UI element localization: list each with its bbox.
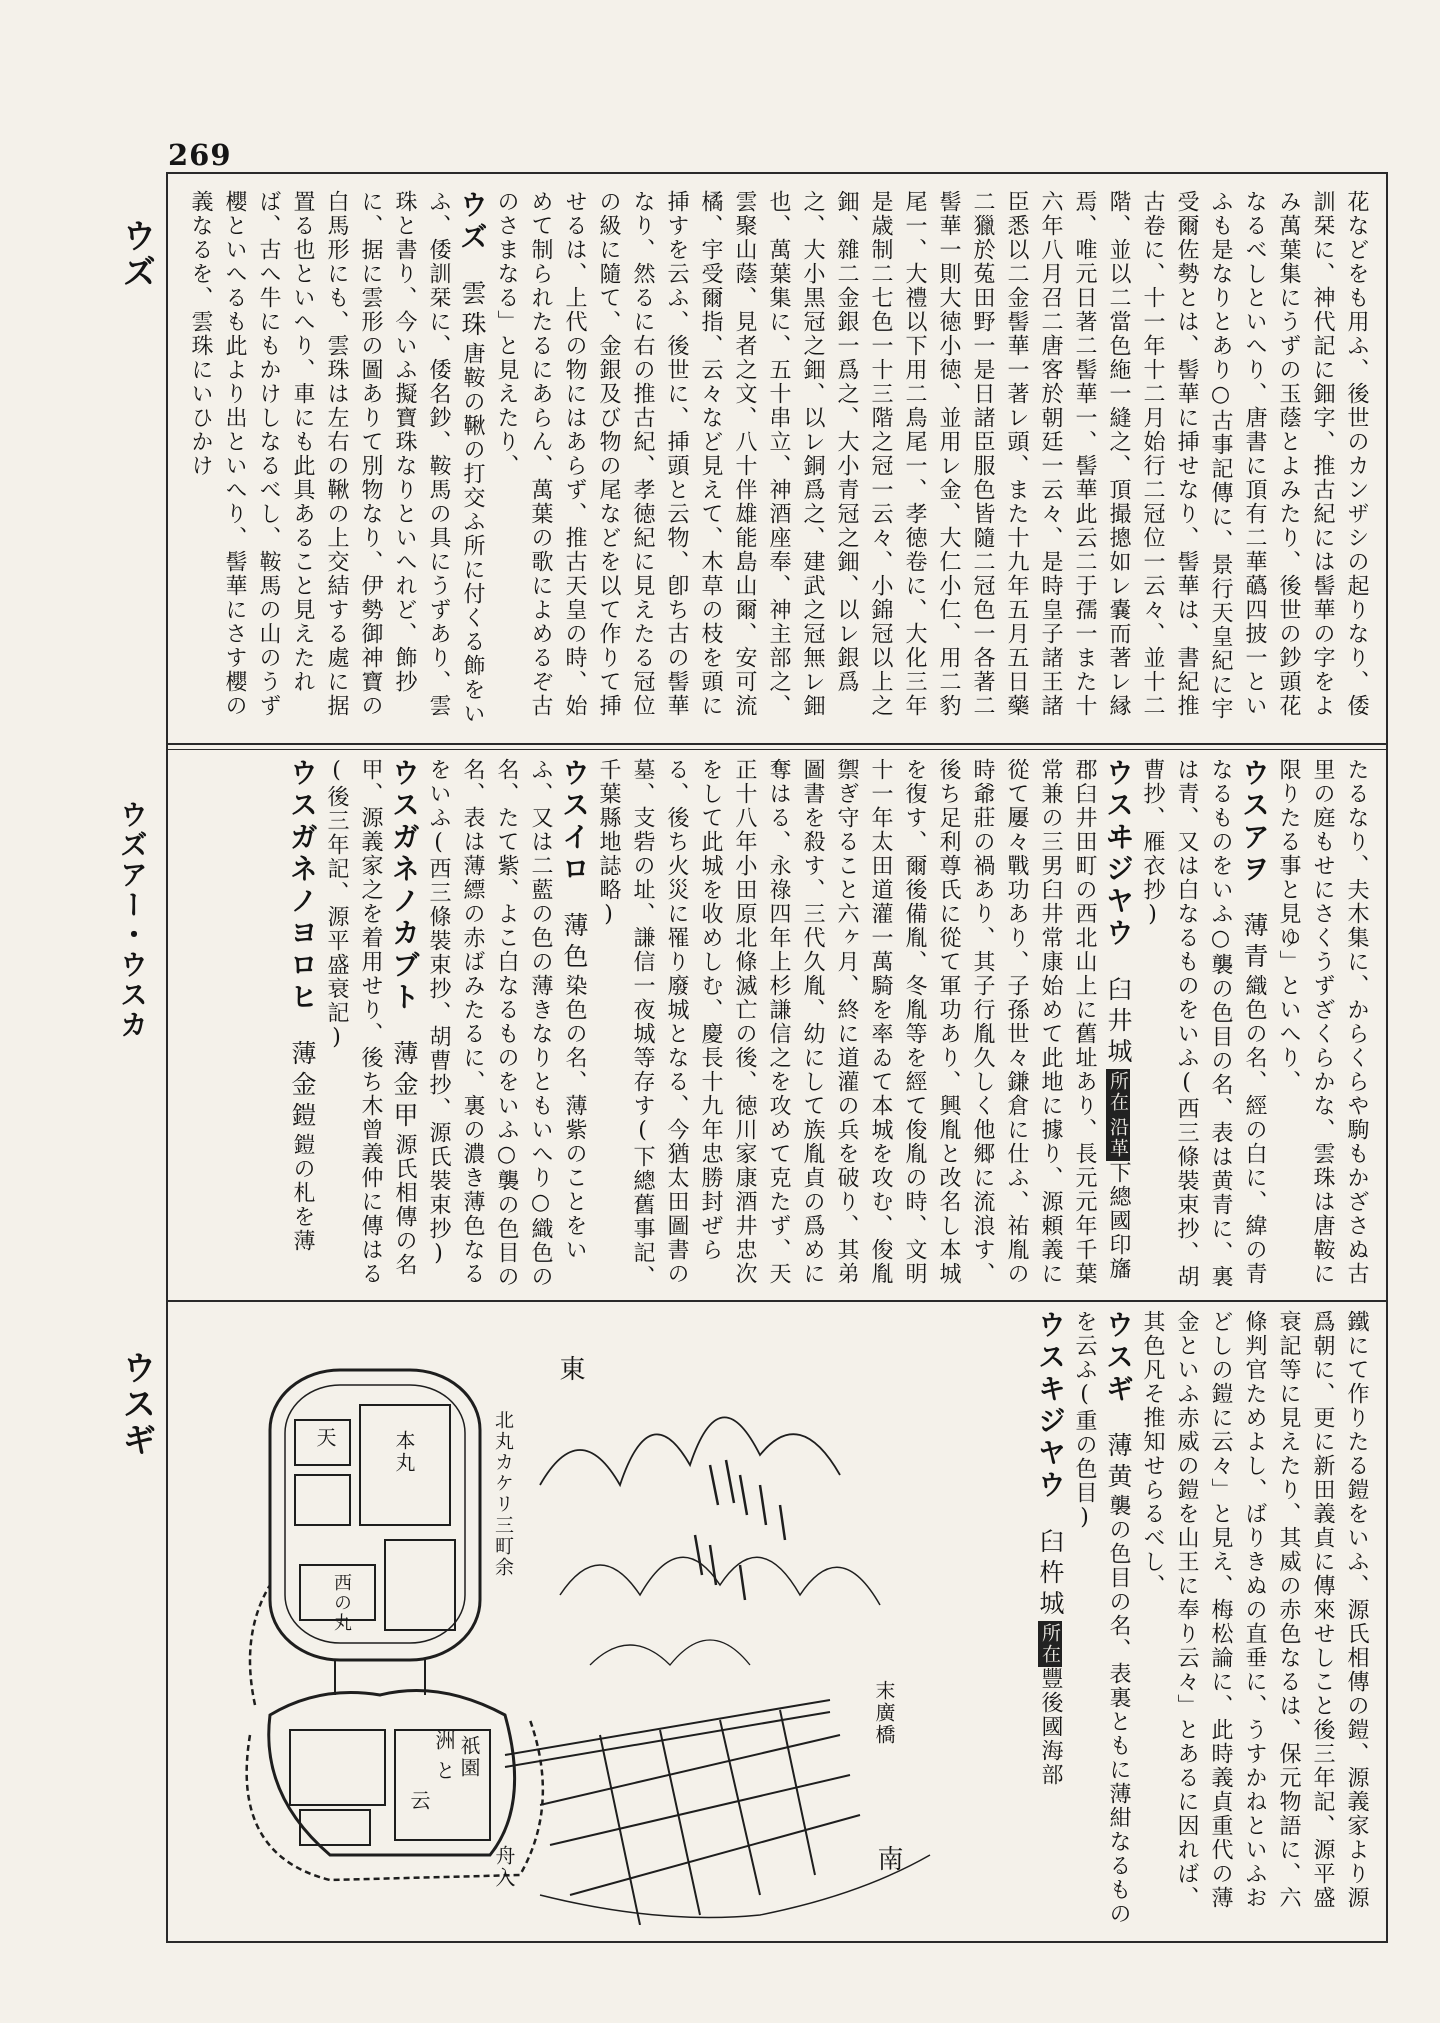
- entry-usuganenoyoroi-body: 鎧の札を薄: [290, 1133, 315, 1253]
- entry-usuganenoyoroi: [285, 758, 319, 1293]
- entry-usuijou-headword: ウスヰジヤウ: [1102, 758, 1135, 950]
- map-label-un: 云: [407, 1790, 431, 1812]
- entry-usuganenokabuto-kanji: 薄金甲: [390, 1040, 419, 1133]
- entry-usuiro-headword: ウスイロ: [558, 758, 591, 886]
- bottom-band-text: [955, 1310, 1373, 1930]
- section-divider-bottom: [168, 1300, 1386, 1302]
- entry-usuganenoyoroi-headword: ウスガネノヨロヒ: [286, 758, 319, 1014]
- entry-usuao: [1135, 758, 1271, 1293]
- section-divider-top: [168, 743, 1386, 745]
- entry-uzu-tail: たるなり、夫木集に、からくらや駒もかざさぬ古里の庭もせにさくうずざくらかな、雲珠は唐鞍に限りたる事と見ゆ」といへり、: [1276, 758, 1369, 1286]
- entry-uzu-continued-text: 花などをも用ふ、後世のカンザシの起りなり、倭訓栞に、神代記に鈿字、推古紀には髻華の字をよみ萬葉集にうずの玉蔭とよみたり、後世の鈔頭花なるべしといへり、唐書に頂有二華蘤四披一といふも是なりとあり○古事記傳に、景行天皇紀に宇受爾佐勢とは、髻華に挿せなり、髻華は、書紀推古卷に、十一年十二月始行二冠位一云々、並十二階、並以二當色絁一縫之、頂撮摠如レ嚢而著レ縁焉、唯元日著二髻華一、髻華此云二于孺一また十六年八月召二唐客於朝廷一云々、是時皇子諸王諸臣悉以二金髻華一著レ頭、また十九年五月五日藥二獵於菟田野一是日諸臣服色皆隨二冠色一各著二髻華一則大徳小徳、並用レ金、大仁小仁、用二豹尾一、大禮以下用二鳥尾一、孝徳卷に、大化三年是歳制二七色一十三階之冠一云々、小錦冠以上之鈿、雜二金銀一爲之、大小青冠之鈿、以レ銀爲之、大小黒冠之鈿、以レ銅爲之、建武之冠無レ鈿也、萬葉集に、五十串立、神酒座奉、神主部之、雲聚山蔭、見者之文、八十伴雄能島山爾、安可流橘、宇受爾指、云々など見えて、木草の枝を頭に挿すを云ふ、後世に、挿頭と云物、卽ち古の髻華なり、然るに右の推古紀、孝徳紀に見えたる冠位の級に隨て、金銀及び物の尾などを以て作りて挿せるは、上代の物にはあらず、推古天皇の時、始めて制られたるにあらん、萬葉の歌によめるぞ古のさまなる」と見えたり、: [494, 190, 1369, 721]
- running-head-top: ウズ: [116, 218, 156, 290]
- map-label-east: 東: [555, 1355, 585, 1383]
- map-label-suzu: 洲: [432, 1730, 456, 1752]
- entry-usuao-headword: ウスアヲ: [1238, 758, 1271, 886]
- map-label-kitamaru: 北丸カケリ三町余: [492, 1410, 514, 1578]
- map-label-to: と: [432, 1760, 456, 1782]
- entry-usugi-body: 襲の色目の名、表裏ともに薄紺なるものを云ふ(重の色目): [1072, 1310, 1131, 1926]
- entry-usugi-headword: ウスギ: [1102, 1310, 1135, 1406]
- entry-usuao-kanji: 薄青: [1240, 912, 1269, 974]
- entry-usuganenokabuto-headword: ウスガネノカブト: [388, 758, 421, 1014]
- page-number: 269: [168, 138, 232, 172]
- entry-uzu: [178, 190, 1373, 735]
- map-label-nishinomaru: 西の丸: [331, 1573, 352, 1633]
- entry-uzu-kanji: 雲珠: [458, 280, 487, 342]
- entry-usuijou-body: 下總國印旛郡臼井田町の西北山上に舊址あり、長元元年千葉常兼の三男臼井常康始めて此地に據り、源頼義に從て屢々戰功あり、子孫世々鎌倉に仕ふ、祐胤の時爺莊の禍あり、其子行胤久しく他郷に流浪す、後ち足利尊氏に從て軍功あり、興胤と改名し本城を復す、爾後備胤、冬胤等を經て俊胤の時、文明十一年太田道灌一萬騎を率ゐて本城を攻む、俊胤禦ぎ守ること六ヶ月、終に道灌の兵を破り、其弟圖書を殺す、三代久胤、幼にして族胤貞の爲めに奪はる、永祿四年上杉謙信之を攻めて克たず、天正十八年小田原北條滅亡の後、徳川家康酒井忠次をして此城を收めしむ、慶長十九年忠勝封ぜらる、後ち火災に罹り廢城となる、今猶太田圖書の墓、支砦の址、謙信一夜城等存す(下總舊事記、千葉縣地誌略): [596, 758, 1131, 1289]
- entry-usukijou: [1033, 1310, 1067, 1930]
- middle-band: [178, 758, 1373, 1293]
- map-label-south: 南: [873, 1845, 903, 1873]
- entry-usuiro-kanji: 薄色: [560, 912, 589, 974]
- entry-usuiro: [421, 758, 591, 1293]
- entry-uzu-body: 唐鞍の鞦の打交ふ所に付くる飾をいふ、倭訓栞に、倭名鈔、鞍馬の具にうずあり、雲珠と書り、今いふ擬寶珠なりといへれど、飾抄に、据に雲形の圖ありて別物なり、伊勢御神寶の白馬形にも、雲珠は左右の鞦の上交結する處に据置る也といへり、車にも此具あること見えたれば、古へ牛にもかけしなるべし、鞍馬の山のうず櫻といへるも此より出といへり、髻華にさす櫻の義なるを、雲珠にいひかけ: [188, 190, 485, 726]
- entry-usuganenokabuto: [319, 758, 421, 1293]
- entry-usuiro-body: 染色の名、薄紫のことをいふ、又は二藍の色の薄きなりともいへり○織色の名、たて紫、よこ白なるものをいふ○襲の色目の名、表は薄縹の赤ばみたるに、裏の濃き薄色なるをいふ(西三條裝束抄、胡曹抄、源氏裝束抄): [426, 758, 587, 1289]
- entry-usuganenokabuto-body: 源氏相傳の名甲、源義家之を着用せり、後ち木曾義仲に傳はる(後三年記、源平盛衰記): [324, 758, 417, 1286]
- map-label-honmaru: 本丸: [392, 1430, 416, 1474]
- entry-uzu-headword: ウズ: [456, 190, 489, 254]
- entry-usuijou-location-tag: 所在: [1107, 1071, 1129, 1113]
- section-divider-top-inner: [168, 749, 1386, 750]
- running-head-middle: ウズアー・ウスカ: [116, 800, 149, 1040]
- entry-usuganenoyoroi-kanji: 薄金鎧: [288, 1040, 317, 1133]
- entry-usukijou-headword: ウスキジヤウ: [1034, 1310, 1067, 1502]
- entry-usuijou: [591, 758, 1135, 1293]
- map-label-funairi: 舟入: [492, 1845, 516, 1889]
- entry-usuijou-history-tag: 沿革: [1107, 1117, 1129, 1159]
- map-label-tenshu: 天: [313, 1427, 337, 1449]
- entry-usuijou-kanji: 臼井城: [1104, 976, 1133, 1069]
- castle-map: [240, 1335, 940, 1925]
- entry-usuao-body: 織色の名、經の白に、緯の青なるものをいふ○襲の色目の名、表は黄青に、裏は青、又は白なるものをいふ(西三條裝束抄、胡曹抄、雁衣抄): [1140, 758, 1267, 1289]
- map-label-gion: 祇園: [457, 1735, 481, 1779]
- entry-usukijou-location-tag: 所在: [1039, 1623, 1061, 1665]
- running-head-bottom: ウスギ: [116, 1350, 156, 1458]
- entry-usukijou-kanji: 臼杵城: [1036, 1528, 1065, 1621]
- entry-usukijou-body: 豐後國海部: [1038, 1667, 1063, 1787]
- map-label-suehiro: 末廣橋: [872, 1680, 896, 1746]
- entry-usugi: [1067, 1310, 1135, 1930]
- entry-usuganenoyoroi-continued: 鐵にて作りたる鎧をいふ、源氏相傳の鎧、源義家より源爲朝に、更に新田義貞に傳來せしこと後三年記、源平盛衰記等に見えたり、其威の赤色なるは、保元物語に、六條判官ためよし、ばりきぬの直垂に、うすかねといふおどしの鎧に云々」と見え、梅松論に、此時義貞重代の薄金といふ赤威の鎧を山王に奉り云々」とあるに因れば、其色凡そ推知せらるべし、: [1140, 1310, 1369, 1910]
- entry-usugi-kanji: 薄黄: [1104, 1432, 1133, 1494]
